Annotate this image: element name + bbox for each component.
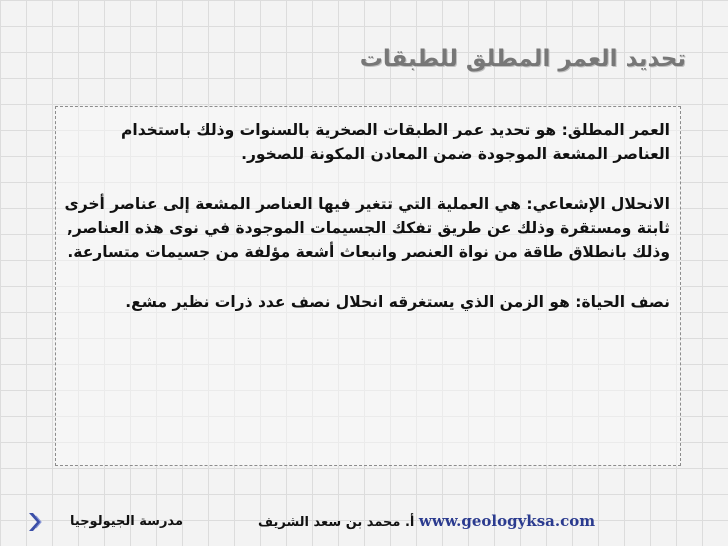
definition-half-life-text: هو الزمن الذي يستغرقه انحلال نصف عدد ذرات نظير مشع. [125,293,576,311]
definitions-text [62,118,670,314]
definition-absolute-age [62,118,670,166]
definition-absolute-age-text: هو تحديد عمر الطبقات الصخرية بالسنوات وذلك باستخدام العناصر المشعة الموجودة ضمن المعادن المكونة للصخور. [121,121,670,163]
term-half-life: نصف الحياة: [575,293,670,311]
slide-title: تحديد العمر المطلق للطبقات [359,46,686,72]
footer-school-name: مدرسة الجيولوجيا [70,514,183,529]
term-radioactive-decay: الانحلال الإشعاعي: [526,195,670,213]
definition-radioactive-decay-text: هي العملية التي تتغير فيها العناصر المشعة إلى عناصر أخرى ثابتة ومستقرة وذلك عن طريق تفكك الجسيمات الموجودة في نوى هذه العناصر, وذلك بانطلاق طاقة من نواة العنصر وانبعاث أشعة مؤلفة من جسيمات متسارعة. [64,195,670,261]
footer-author: أ. محمد بن سعد الشريف [258,515,415,530]
definition-radioactive-decay [62,192,670,264]
footer-website-link[interactable]: www.geologyksa.com [418,512,596,530]
term-absolute-age: العمر المطلق: [561,121,670,139]
definition-half-life [62,290,670,314]
footer-credit [258,512,595,530]
blue-chevron-logo-icon [24,511,48,533]
